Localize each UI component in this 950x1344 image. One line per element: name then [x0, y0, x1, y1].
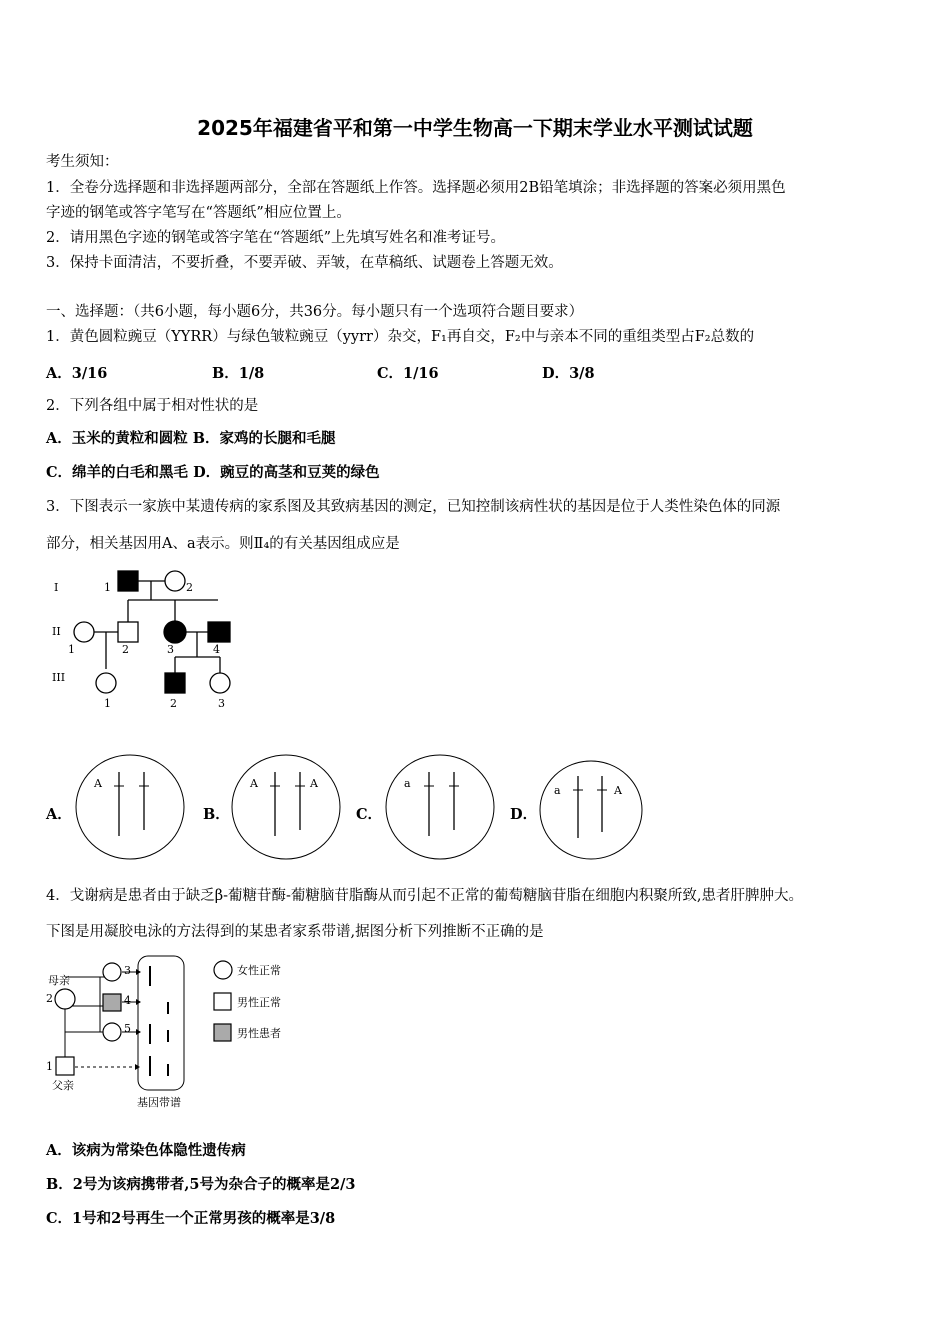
q3-stem-line2: 部分，相关基因用A、a表示。则Ⅱ₄的有关基因组成应是: [46, 536, 400, 552]
q2-stem: 2．下列各组中属于相对性状的是: [46, 398, 259, 414]
q3-option-b-label: B．: [203, 806, 230, 823]
legend-male-patient: 男性患者: [237, 1027, 281, 1040]
iii3-number: 3: [218, 697, 225, 710]
notice-item-1a: 1．全卷分选择题和非选择题两部分，全部在答题纸上作答。选择题必须用2B铅笔填涂；非选择题的答案必须用黑色: [46, 180, 786, 196]
notice-item-2: 2．请用黑色字迹的钢笔或答字笔在“答题纸”上先填写姓名和准考证号。: [46, 230, 506, 246]
allele-label: A: [250, 777, 258, 790]
gen-iii-label: III: [52, 671, 66, 684]
legend-female-normal: 女性正常: [237, 964, 281, 977]
num-5: 5: [124, 1022, 131, 1035]
allele-label: A: [310, 777, 318, 790]
q4-option-a: A．该病为常染色体隐性遗传病: [46, 1142, 246, 1159]
pedigree-ii2-male: [118, 622, 138, 642]
page-title: 2025年福建省平和第一中学生物高一下期末学业水平测试试题: [197, 116, 753, 140]
ii4-number: 4: [213, 643, 220, 656]
q3-option-a-label: A．: [46, 806, 72, 823]
legend-female-normal-symbol: [214, 961, 232, 979]
mother-label: 母亲: [48, 974, 70, 987]
father-label: 父亲: [52, 1079, 74, 1092]
q4-stem-line1: 4．戈谢病是患者由于缺乏β-葡糖苷酶-葡糖脑苷脂酶从而引起不正常的葡萄糖脑苷脂在细胞内积聚所致,患者肝脾肿大。: [46, 888, 804, 904]
q1-option-b: B．1/8: [212, 365, 265, 382]
gel-bands: [150, 966, 168, 1076]
pedigree-i1-affected-male: [118, 571, 138, 591]
q4-option-b: B．2号为该病携带者,5号为杂合子的概率是2/3: [46, 1176, 356, 1193]
ii2-number: 2: [122, 643, 129, 656]
q3-option-a-cell: [74, 752, 186, 862]
pedigree-i2-female: [165, 571, 185, 591]
ii1-number: 1: [68, 643, 75, 656]
allele-label: A: [614, 784, 622, 797]
num-1: 1: [46, 1060, 53, 1073]
pedigree-ii1-female: [74, 622, 94, 642]
legend: [214, 961, 281, 1041]
section-heading: 一、选择题：（共6小题，每小题6分，共36分。每小题只有一个选项符合题目要求）: [46, 304, 584, 320]
i1-number: 1: [104, 581, 111, 594]
num-4: 4: [124, 994, 131, 1007]
allele-label: A: [94, 777, 102, 790]
num-2: 2: [46, 992, 53, 1005]
q2-options-ab: A．玉米的黄粒和圆粒 B．家鸡的长腿和毛腿: [46, 430, 336, 447]
q1-option-d: D．3/8: [542, 365, 595, 382]
legend-male-normal: 男性正常: [237, 996, 281, 1009]
q3-stem-line1: 3．下图表示一家族中某遗传病的家系图及其致病基因的测定，已知控制该病性状的基因是位于人类性染色体的同源: [46, 499, 781, 515]
iii1-number: 1: [104, 697, 111, 710]
q3-option-c-label: C．: [356, 806, 383, 823]
legend-male-normal-symbol: [214, 993, 231, 1010]
pedigree-iii1-female: [96, 673, 116, 693]
q2-options-cd: C．绵羊的白毛和黑毛 D．豌豆的高茎和豆荚的绿色: [46, 464, 380, 481]
q3-option-c-cell: [384, 752, 496, 862]
q3-option-b-cell: [230, 752, 342, 862]
notice-heading: 考生须知：: [46, 154, 119, 170]
legend-male-patient-symbol: [214, 1024, 231, 1041]
q4-option-c: C．1号和2号再生一个正常男孩的概率是3/8: [46, 1210, 336, 1227]
q1-stem: 1．黄色圆粒豌豆（YYRR）与绿色皱粒豌豆（yyrr）杂交，F₁再自交，F₂中与亲本不同的重组类型占F₂总数的: [46, 329, 755, 345]
allele-label: a: [404, 777, 411, 790]
q3-option-d-cell: [538, 758, 644, 862]
notice-item-1b: 字迹的钢笔或答字笔写在“答题纸”相应位置上。: [46, 205, 351, 221]
ii3-number: 3: [167, 643, 174, 656]
q3-option-d-label: D．: [510, 806, 538, 823]
band-label: 基因带谱: [137, 1096, 181, 1109]
pedigree-ii3-affected-female: [164, 621, 186, 643]
allele-label: a: [554, 784, 561, 797]
i2-number: 2: [186, 581, 193, 594]
num-3: 3: [124, 964, 131, 977]
q4-stem-line2: 下图是用凝胶电泳的方法得到的某患者家系带谱,据图分析下列推断不正确的是: [46, 924, 544, 940]
notice-item-3: 3．保持卡面清洁，不要折叠，不要弄破、弄皱，在草稿纸、试题卷上答题无效。: [46, 255, 563, 271]
gen-i-label: I: [54, 581, 59, 594]
pedigree-ii4-affected-male: [208, 622, 230, 642]
pedigree-diagram: [40, 565, 260, 715]
gen-ii-label: II: [52, 625, 61, 638]
pedigree-iii2-affected-male: [165, 673, 185, 693]
q1-option-c: C．1/16: [377, 365, 439, 382]
pedigree-iii3-female: [210, 673, 230, 693]
q1-option-a: A．3/16: [46, 365, 108, 382]
electrophoresis-diagram: [40, 952, 300, 1112]
iii2-number: 2: [170, 697, 177, 710]
